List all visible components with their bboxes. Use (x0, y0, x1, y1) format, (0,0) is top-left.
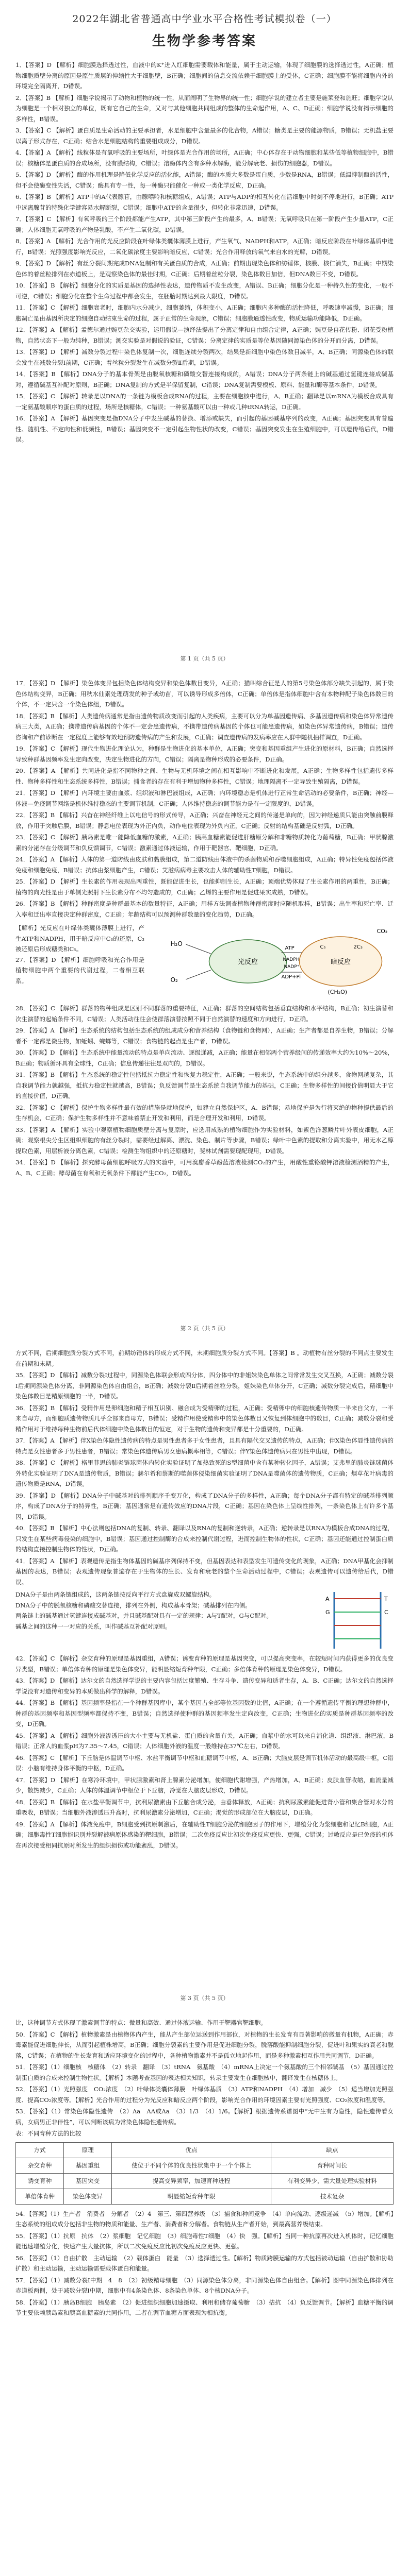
answer-paragraph: 54．【答案】（1）生产者 消费者 分解者 （2）4 第三、第四营养级 （3）捕食和种间竞争 （4）单向流动、逐级递减 （5）增加。【解析】生态系统的组成成分包括非生物的物质和能量、生产者、消费者和分解者。食物链从生产者开始，到最高营养级结束。 (15, 2210, 394, 2228)
table-cell: 技术复杂 (271, 2189, 394, 2204)
sugar-label: (CH₂O) (328, 989, 348, 995)
answer-paragraph: 5．【答案】D 【解析】酶的作用机理是降低化学反应的活化能，A错误；酶的本质大多数是蛋白质，少数是RNA，B错误；低温抑制酶的活性，但不会使酶变性失活，C错误；酶具有专一性，每一种酶只能催化一种或一类化学反应，D正确。 (15, 171, 394, 189)
answer-paragraph: 40．【答案】B 【解析】中心法则包括DNA的复制、转录、翻译以及RNA的复制和逆转录，A正确；逆转录是以RNA为模板合成DNA的过程，只发生在某些病毒侵染的细胞中，B错误；基因通过控制酶的合成来控制代谢过程，进而控制生物体的性状，C正确；基因还能通过控制蛋白质的结构直接控制生物体的性状，D正确。 (15, 1524, 394, 1553)
answer-paragraph: 32．【答案】C 【解析】保护生物多样性最有效的措施是就地保护，如建立自然保护区，A、B错误；易地保护是为行将灭绝的物种提供最后的生存机会，C正确；保护生物多样性并不意味着禁止开发和利用，而是合理开发和利用，D错误。 (15, 1104, 394, 1122)
answer-paragraph: 58．【答案】（1）胰岛B细胞 胰岛素 （2）促进组织细胞加速摄取、利用和储存葡萄糖 （3）拮抗 （4）负反馈调节。【解析】血糖平衡的调节主要依赖胰岛素和胰高血糖素的共同作用，二者在调节血糖方面表现为相抗衡。 (15, 2298, 394, 2316)
base-label-g: G (325, 1609, 330, 1616)
table-cell: 诱变育种 (16, 2173, 64, 2189)
table-cell: 基因重组 (64, 2158, 112, 2173)
answer-paragraph: 3．【答案】C 【解析】蛋白质是生命活动的主要承担者，水是细胞中含量最多的化合物，A错误；糖类是主要的能源物质，B错误；无机盐主要以离子形式存在，C正确；结合水是细胞结构的重要组成成分，D错误。 (15, 127, 394, 145)
answer-paragraph: 44．【答案】B 【解析】基因频率是指在一个种群基因库中，某个基因占全部等位基因数的比值，A正确；在一个遵循遗传平衡的理想种群中，种群的基因频率和基因型频率都保持不变，B错误；自然选择使种群的基因频率发生定向改变，C正确；生物进化的实质是种群基因频率的改变，D正确。 (15, 1699, 394, 1727)
answer-paragraph: 39．【答案】D 【解析】DNA分子中碱基对的排列顺序千变万化，构成了DNA分子的多样性，A正确；每个DNA分子都有特定的碱基排列顺序，构成了DNA分子的特异性，B正确；基因通常是有遗传效应的DNA片段，C正确；基因在染色体上呈线性排列，一条染色体上有许多个基因，D错误。 (15, 1492, 394, 1520)
page-3 (0, 1340, 409, 2009)
base-label-a: A (325, 1596, 330, 1602)
answer-paragraph: 16．【答案】A 【解析】基因突变是指DNA分子中发生碱基的替换、增添或缺失，而引起的基因碱基序列的改变，A正确；基因突变具有普遍性、随机性、不定向性和低频性，B错误；基因突变不一定引起生物性状的改变，C错误；基因突变发生在生殖细胞中，可以遗传给后代，D错误。 (15, 415, 394, 443)
answer-paragraph: 7．【答案】C 【解析】有氧呼吸的三个阶段都能产生ATP，其中第三阶段产生的最多，A、B错误；无氧呼吸只在第一阶段产生少量ATP，C正确；人体细胞无氧呼吸的产物是乳酸，不产生二氧化碳，D错误。 (15, 215, 394, 233)
answer-paragraph: 33．【答案】A 【解析】实验中观察植物细胞质壁分离与复原时，应选用成熟的植物细胞作为实验材料，如紫色洋葱鳞片叶外表皮细胞，A正确；观察根尖分生区组织细胞的有丝分裂时，需要经过解离、漂洗、染色、制片等步骤，B错误；绿叶中色素的提取和分离实验中，用无水乙醇提取色素，用层析液分离色素，C错误；检测生物组织中的还原糖时，斐林试剂需要现配现用，D错误。 (15, 1126, 394, 1155)
base-label-c: C (384, 1609, 388, 1616)
answer-paragraph: 26．【答案】B 【解析】种群密度是种群最基本的数量特征，A正确；用样方法调查植物种群密度时应随机取样，B错误；出生率和死亡率、迁入率和迁出率直接决定种群密度，C正确；年龄结构可以预测种群数量的变化趋势，D正确。 (15, 900, 394, 918)
answer-paragraph: 23．【答案】C 【解析】胰岛素是唯一能降低血糖的激素，A正确；胰高血糖素能促进肝糖原分解和非糖物质转化为葡萄糖，B正确；甲状腺激素的分泌存在分级调节和负反馈调节，C错误；激素通过体液运输，作用于靶器官、靶细胞，D正确。 (15, 834, 394, 852)
table-header-cell: 原理 (64, 2142, 112, 2158)
table-header-cell: 方式 (16, 2142, 64, 2158)
figure-caption-line: 27．【答案】D 【解析】细胞呼吸和光合作用是植物细胞中两个重要的代谢过程，二者相互联系。 (15, 956, 144, 985)
nadph-label: NADPH (283, 957, 300, 962)
table-cell: 有利变异少，需大量处理实验材料 (271, 2173, 394, 2189)
answer-paragraph: 15．【答案】C 【解析】转录是以DNA的一条链为模板合成RNA的过程，主要在细胞核中进行，A、B正确；翻译是以mRNA为模板合成具有一定氨基酸顺序的蛋白质的过程，场所是核糖体，C错误；一种氨基酸可以由一种或几种tRNA转运，D正确。 (15, 393, 394, 411)
answer-paragraph: 53．【答案】（1）常染色体隐性遗传 （2）Aa AA或Aa （3）1/3 （4）1/6。【解析】根据遗传系谱图中“无中生有为隐性，隐性遗传看女病，女病男正非伴性”，可以判断该病为常染色体隐性遗传病。 (15, 2108, 394, 2126)
photosynthesis-figure-row (15, 923, 394, 1000)
photosynthesis-diagram (149, 923, 394, 1000)
answer-paragraph: 19．【答案】C 【解析】现代生物进化理论认为，种群是生物进化的基本单位，A正确；突变和基因重组产生进化的原材料，B正确；自然选择导致种群基因频率发生定向改变，决定生物进化的方向，C错误；隔离是物种形成的必要条件，D正确。 (15, 745, 394, 763)
table-caption: 表：不同育种方法的比较 (15, 2130, 81, 2137)
answer-paragraph: 57．【答案】（1）减数分裂Ⅰ中期 4 8 （2）初级精母细胞 （3）同源染色体分离，非同源染色体自由组合。【解析】图中同源染色体排列在赤道板两侧，处于减数分裂Ⅰ中期，细胞中有4条染色体、8条染色单体、8个核DNA分子。 (15, 2276, 394, 2294)
table-cell: 单倍体育种 (16, 2189, 64, 2204)
table-cell: 提高变异频率，加速育种进程 (112, 2173, 271, 2189)
atp-label: ATP (285, 945, 295, 951)
dna-structure-row (15, 1589, 394, 1651)
figure-caption (15, 923, 144, 986)
table-cell: 杂交育种 (16, 2158, 64, 2173)
water-arrow (186, 944, 211, 954)
dna-description (15, 1589, 316, 1632)
answer-paragraph: 14．【答案】B 【解析】DNA分子的基本骨架是由脱氧核糖和磷酸交替连接构成的，A错误；DNA分子两条链上的碱基通过氢键连接成碱基对，遵循碱基互补配对原则，B正确；DNA复制的方式是半保留复制，C错误；DNA复制需要模板、原料、能量和酶等基本条件，D错误。 (15, 370, 394, 388)
c5-label: C₅ (320, 944, 326, 950)
answer-paragraph: 方式不同，后期细胞质分裂方式不同，前期纺锤体的形成方式不同，末期细胞质分裂方式不同。【答案】B 。动植物有丝分裂的不同点主要发生在前期和末期。 (15, 1349, 394, 1367)
answer-paragraph: 31．【答案】B 【解析】生态系统的稳定性包括抵抗力稳定性和恢复力稳定性，A正确；一般来说，生态系统中的组分越多，食物网越复杂，其自我调节能力就越强，抵抗力稳定性就越高，B错误；负反馈调节是生态系统自我调节能力的基础，C正确；生物多样性的间接价值明显大于它的直接价值，D正确。 (15, 1071, 394, 1099)
answer-paragraph: 17．【答案】D 【解析】染色体变异包括染色体结构变异和染色体数目变异，A正确；猫叫综合征是人的第5号染色体部分缺失引起的，属于染色体结构变异，B正确；用秋水仙素处理萌发的种子或幼苗，可以诱导形成多倍体，C正确；单倍体是指体细胞中含有本物种配子染色体数目的个体，不一定只含一个染色体组，D错误。 (15, 680, 394, 708)
page-4 (0, 2009, 409, 2576)
table-row (16, 2158, 394, 2173)
answer-paragraph: 11．【答案】C 【解析】细胞衰老时，细胞内水分减少，细胞萎缩，体积变小，A正确；细胞内多种酶的活性降低，呼吸速率减慢，B正确；细胞凋亡是由基因所决定的细胞自动结束生命的过程，属于正常的生命现象，C错误；细胞膜通透性改变，物质运输功能降低，D正确。 (15, 304, 394, 322)
answer-paragraph: 8．【答案】A 【解析】光合作用的光反应阶段在叶绿体类囊体薄膜上进行，产生氧气、NADPH和ATP，A正确；暗反应阶段在叶绿体基质中进行，B错误；光照强度影响光反应，二氧化碳浓度主要影响暗反应，C错误；光合作用释放的氧气来自水的光解，D错误。 (15, 238, 394, 256)
nadp-label: NADP⁺ (284, 964, 300, 970)
dna-ladder-diagram (321, 1589, 394, 1651)
answer-paragraph: 43．【答案】D 【解析】达尔文的自然选择学说的主要内容包括过度繁殖、生存斗争、遗传变异和适者生存，A、B、C正确；达尔文的自然选择学说没有对遗传和变异的本质做出科学的解释，D错误。 (15, 1677, 394, 1695)
figure-caption-line: 【解析】光反应在叶绿体类囊体薄膜上进行，产生ATP和NADPH，用于暗反应中C₃的还原，C₃被还原后形成糖类和C₅。 (15, 924, 144, 953)
table-row (16, 2189, 394, 2204)
table-cell: 基因突变 (64, 2173, 112, 2189)
page-footer: 第 3 页（共 5 页） (180, 1995, 229, 2002)
breeding-comparison-table (15, 2142, 394, 2205)
answer-paragraph: 55．【答案】（1）抗原 抗体 （2）浆细胞 记忆细胞 （3）细胞毒性T细胞 （4）快 强。【解析】当同一种抗原再次进入机体时，记忆细胞能迅速增殖分化，快速产生大量抗体，所以二次免疫反应比初次免疫反应更快、更强。 (15, 2232, 394, 2250)
water-label: H₂O (170, 940, 183, 947)
answer-paragraph: 48．【答案】B 【解析】在水盐平衡调节中，抗利尿激素由下丘脑合成分泌，由垂体释放，A正确；抗利尿激素能促进肾小管和集合管对水分的重吸收，B错误；当细胞外液渗透压升高时，抗利尿激素分泌增加，C正确；渴觉的形成部位在大脑皮层，D正确。 (15, 1798, 394, 1816)
table-header-cell: 优点 (112, 2142, 271, 2158)
answer-paragraph: 35．【答案】D 【解析】减数分裂Ⅰ过程中，同源染色体联会形成四分体，四分体中的非姐妹染色单体之间常常发生交叉互换，A正确；减数分裂Ⅰ后期同源染色体分离，非同源染色体自由组合，B正确；减数分裂Ⅱ后期着丝粒分裂，姐妹染色单体分开，C正确；减数分裂完成后，精细胞中染色体数目是精原细胞的一半，D错误。 (15, 1371, 394, 1400)
co2-label: CO₂ (377, 928, 388, 935)
adp-label: ADP+Pi (281, 974, 301, 980)
answer-paragraph: 4．【答案】A 【解析】线粒体是有氧呼吸的主要场所，叶绿体是光合作用的场所，A正确；中心体存在于动物细胞和某些低等植物细胞中，B错误；核糖体是蛋白质的合成场所，没有膜结构，C错误；溶酶体内含有多种水解酶，能分解衰老、损伤的细胞器，D错误。 (15, 149, 394, 167)
dna-ladder-svg (321, 1589, 394, 1651)
answer-paragraph: 10．【答案】B 【解析】细胞分化的实质是基因的选择性表达，遗传物质不发生改变，A错误、B正确；细胞分化是一种持久性的变化，一般不可逆，C错误；细胞分化在整个生命过程中都会发生，在胚胎时期达到最大限度，D错误。 (15, 282, 394, 300)
answer-paragraph: 6．【答案】B 【解析】ATP中的A代表腺苷，由腺嘌呤和核糖组成，A错误；ATP与ADP的相互转化在活细胞中时刻不停地进行，B正确；ATP中远离腺苷的特殊化学键容易水解断裂，C错误；细胞中ATP的含量很少，但转化非常迅速，D错误。 (15, 193, 394, 211)
answer-paragraph: 47．【答案】D 【解析】在寒冷环境中，甲状腺激素和肾上腺素分泌增加，使细胞代谢增强，产热增加，A、B正确；皮肤血管收缩，血流量减少，散热减少，C正确；人体的体温调节中枢位于下丘脑，冷觉在大脑皮层形成，D错误。 (15, 1776, 394, 1794)
document-subtitle: 生物学参考答案 (152, 33, 257, 49)
dna-line: DNA分子是由两条链组成的，这两条链按反向平行方式盘旋成双螺旋结构。 (15, 1591, 216, 1598)
dark-reaction-label: 暗反应 (330, 958, 351, 966)
answer-paragraph: 21．【答案】D 【解析】内环境主要由血浆、组织液和淋巴液组成，A正确；内环境稳态是机体进行正常生命活动的必要条件，B正确；神经—体液—免疫调节网络是机体维持稳态的主要调节机制，C正确；人体维持稳态的调节能力是有一定限度的，D错误。 (15, 789, 394, 807)
page-footer: 第 1 页（共 5 页） (180, 655, 229, 662)
answer-paragraph: 12．【答案】A 【解析】孟德尔通过豌豆杂交实验，运用假说—演绎法提出了分离定律和自由组合定律，A正确；豌豆是自花传粉、闭花受粉植物，自然状态下一般为纯种，B错误；测交实验是对假说的验证，C错误；分离定律的实质是等位基因随同源染色体的分开而分离，D错误。 (15, 326, 394, 344)
answer-paragraph: 22．【答案】B 【解析】兴奋在神经纤维上以电信号的形式传导，A正确；兴奋在神经元之间的传递是单向的，因为神经递质只能由突触前膜释放，作用于突触后膜，B错误；静息电位表现为外正内负，动作电位表现为外负内正，C正确；反射的结构基础是反射弧，D正确。 (15, 811, 394, 829)
page-1 (0, 0, 409, 670)
answer-paragraph: 34．【答案】D 【解析】探究酵母菌细胞呼吸方式的实验中，可用溴麝香草酚蓝溶液检测CO₂的产生，用酸性重铬酸钾溶液检测酒精的产生，A、B、C正确；酵母菌在有氧和无氧条件下都能产生CO₂，D错误。 (15, 1159, 394, 1177)
page-2 (0, 670, 409, 1340)
answer-paragraph: 25．【答案】D 【解析】生长素的作用表现出两重性，既能促进生长，也能抑制生长，A正确；顶端优势体现了生长素作用的两重性，B正确；植物的向光性是由于单侧光照射下生长素分布不均匀造成的，C正确；乙烯的主要作用是促进果实成熟，D错误。 (15, 878, 394, 896)
answer-paragraph: 36．【答案】B 【解析】受精作用是卵细胞和精子相互识别、融合成为受精卵的过程，A正确；受精卵中的细胞核遗传物质一半来自父方，一半来自母方，而细胞质遗传物质几乎全部来自母方，B错误；受精作用使受精卵中的染色体数目又恢复到体细胞中的数目，C正确；减数分裂和受精作用对于维持每种生物前后代体细胞中染色体数目的恒定，对于生物的遗传和变异都是十分重要的，D正确。 (15, 1404, 394, 1433)
answer-paragraph: 20．【答案】A 【解析】共同进化是指不同物种之间、生物与无机环境之间在相互影响中不断进化和发展，A正确；生物多样性包括遗传多样性、物种多样性和生态系统多样性，B错误；捕食者的存在有利于增加物种多样性，C错误；地理隔离不一定导致生殖隔离，D错误。 (15, 767, 394, 785)
table-cell: 染色体变异 (64, 2189, 112, 2204)
answer-paragraph: 比，这种调节方式体现了激素调节的特点：微量和高效、通过体液运输、作用于靶器官靶细胞。 (15, 2019, 267, 2026)
answer-paragraph: 56．【答案】（1）自由扩散 主动运输 （2）载体蛋白 能量 （3）选择透过性。【解析】物质跨膜运输的方式包括被动运输（自由扩散和协助扩散）和主动运输，主动运输需要载体蛋白和能量。 (15, 2254, 394, 2272)
answer-paragraph: 51．【答案】（1）细胞核 核糖体 （2）转录 翻译 （3）tRNA 氨基酸 （4）mRNA上决定一个氨基酸的三个相邻碱基 （5）基因通过控制蛋白质的合成来控制生物性状。【解析】本题考查基因的表达相关知识，转录主要发生在细胞核中，翻译发生在核糖体上。 (15, 2063, 394, 2081)
answer-paragraph: 2．【答案】B 【解析】细胞学说揭示了动物和植物的统一性，从而阐明了生物界的统一性；细胞学说的建立者主要是施莱登和施旺；细胞学说认为细胞是一个相对独立的单位，既有它自己的生命，又对与其他细胞共同组成的整体的生命起作用，A、C、D正确；细胞学说没有揭示细胞的多样性，B错误。 (15, 94, 394, 123)
oxygen-arrow (186, 970, 211, 979)
base-label-t: T (384, 1596, 388, 1602)
answer-paragraph: 24．【答案】A 【解析】人体的第一道防线由皮肤和黏膜组成，第二道防线由体液中的杀菌物质和吞噬细胞组成，A正确；特异性免疫包括体液免疫和细胞免疫，B错误；抗体由浆细胞产生，C错误；艾滋病病毒主要攻击人体的辅助性T细胞，D错误。 (15, 856, 394, 874)
answer-paragraph: 41．【答案】A 【解析】表观遗传是指生物体基因的碱基序列保持不变，但基因表达和表型发生可遗传变化的现象，A正确；DNA甲基化会抑制基因的表达，B错误；表观遗传现象普遍存在于生物体的生长、发育和衰老的整个生命活动过程中，C错误；表观遗传可以遗传给后代，D错误。 (15, 1557, 394, 1586)
answer-paragraph: 13．【答案】D 【解析】减数分裂过程中染色体复制一次，细胞连续分裂两次，结果是新细胞中染色体数目减半，A、B正确；同源染色体的联会发生在减数分裂Ⅰ前期，C正确；着丝粒分裂发生在减数分裂Ⅱ后期，D错误。 (15, 348, 394, 366)
answer-paragraph: 28．【答案】C 【解析】群落的物种组成是区别不同群落的重要特征，A正确；群落的空间结构包括垂直结构和水平结构，B正确；初生演替和次生演替的起始条件不同，C错误；人类活动往往会使群落演替按照不同于自然演替的速度和方向进行，D正确。 (15, 1005, 394, 1023)
table-header-row (16, 2142, 394, 2158)
answer-paragraph: 49．【答案】A 【解析】体液免疫中，B细胞受到抗原刺激后，在辅助性T细胞分泌的细胞因子的作用下，增殖分化为浆细胞和记忆B细胞，A正确；细胞毒性T细胞能识别并裂解被病原体感染的靶细胞，B错误；二次免疫反应比初次免疫反应更快、更强，C错误；过敏反应是已免疫的机体在再次接受相同抗原时所发生的组织损伤或功能紊乱，D错误。 (15, 1820, 394, 1849)
answer-paragraph: 42．【答案】C 【解析】杂交育种的原理是基因重组，A错误；诱变育种的原理是基因突变，可以提高突变率，在较短时间内获得更多的优良变异类型，B错误；单倍体育种的原理是染色体变异，能明显缩短育种年限，C正确；多倍体育种的原理是染色体变异，D错误。 (15, 1655, 394, 1673)
document-title: 2022年湖北省普通高中学业水平合格性考试模拟卷（一） (72, 13, 337, 25)
page-footer: 第 2 页（共 5 页） (180, 1325, 229, 1332)
answer-paragraph: 50．【答案】C 【解析】植物激素是由植物体内产生，能从产生部位运送到作用部位，对植物的生长发育有显著影响的微量有机物，A正确；赤霉素能促进细胞伸长，从而引起植株增高，B正确；细胞分裂素的主要作用是促进细胞分裂，脱落酸能抑制细胞分裂，促进叶和果实的衰老和脱落，C错误；在植物的生长发育和适应环境变化的过程中，各种植物激素并不是孤立地起作用，而是多种激素相互作用共同调节，D正确。 (15, 2030, 394, 2059)
answer-paragraph: 52．【答案】（1）光照强度 CO₂浓度 （2）叶绿体类囊体薄膜 叶绿体基质 （3）ATP和NADPH （4）增加 减少 （5）适当增加光照强度、提高CO₂浓度等。【解析】光合作用的过程分为光反应和暗反应两个阶段，影响光合作用的环境因素主要有光照强度、CO₂浓度和温度等。 (15, 2086, 394, 2104)
answer-paragraph: 38．【答案】C 【解析】格里菲思的肺炎链球菌体内转化实验证明了加热致死的S型细菌中含有某种转化因子，A错误；艾弗里的肺炎链球菌体外转化实验证明了DNA是遗传物质，B错误；赫尔希和蔡斯的噬菌体侵染细菌实验证明了DNA是噬菌体的遗传物质，C正确；烟草花叶病毒的遗传物质是RNA，D错误。 (15, 1459, 394, 1487)
c3-label: 2C₃ (353, 944, 363, 950)
light-reaction-label: 光反应 (237, 958, 258, 966)
answer-paragraph: 37．【答案】A 【解析】伴X染色体隐性遗传病的特点是男性患者多于女性患者，且具有隔代交叉遗传的特点，A正确；伴X染色体显性遗传病的特点是女性患者多于男性患者，B错误；常染色体遗传病男女患病概率相等，C错误；伴Y染色体遗传病只在男性中出现，D错误。 (15, 1437, 394, 1455)
answer-paragraph: 29．【答案】A 【解析】生态系统的结构包括生态系统的组成成分和营养结构（食物链和食物网），A正确；生产者都是自养生物，B错误；分解者不一定都是微生物，如蚯蚓、蜣螂等，C错误；食物链的起点是生产者，D错误。 (15, 1027, 394, 1045)
answer-paragraph: 30．【答案】D 【解析】生态系统中能量流动的特点是单向流动、逐级递减，A正确；能量在相邻两个营养级间的传递效率大约为10%～20%，B正确；物质循环具有全球性，C正确；信息传递往往是双向的，D错误。 (15, 1049, 394, 1067)
dna-line: 碱基之间的这种一一对应的关系，叫作碱基互补配对原则。 (15, 1622, 171, 1630)
answer-paragraph: 45．【答案】A 【解析】细胞外液渗透压的大小主要与无机盐、蛋白质的含量有关，A正确；血浆中的水可以来自消化道、组织液、淋巴液，B错误；正常人的血浆pH为7.35～7.45，C错误；人体细胞外液的温度一般维持在37℃左右，D错误。 (15, 1732, 394, 1750)
table-cell: 育种时间长 (271, 2158, 394, 2173)
photosynthesis-diagram-svg (149, 923, 394, 1000)
table-cell: 使位于不同个体的优良性状集中于一个个体上 (112, 2158, 271, 2173)
answer-paragraph: 1．【答案】D 【解析】细胞膜选择透过性，血液中的K⁺进入红细胞需要载体和能量，属于主动运输，体现了细胞膜的选择透过性，A正确；植物细胞质壁分离的原因是原生质层的伸缩性大于细胞壁，B正确；细胞间的信息交流依赖于细胞膜上的受体，C正确；细胞膜不能将细胞内外的环境完全隔离开，D错误。 (15, 61, 394, 90)
answer-paragraph: 18．【答案】B 【解析】人类遗传病通常是指由遗传物质改变而引起的人类疾病，主要可以分为单基因遗传病、多基因遗传病和染色体异常遗传病三大类，A正确；携带遗传病基因的个体不一定会患遗传病，不携带遗传病基因的个体也可能患遗传病，如染色体异常遗传病，B错误；遗传咨询和产前诊断在一定程度上能够有效地预防遗传病的产生和发展，C正确；调查遗传病的发病率应在人群中随机抽样调查，D正确。 (15, 712, 394, 741)
table-cell: 明显缩短育种年限 (112, 2189, 271, 2204)
table-row (16, 2173, 394, 2189)
dna-line: 两条链上的碱基通过氢键连接成碱基对，并且碱基配对具有一定的规律：A与T配对，G与C配对。 (15, 1612, 272, 1619)
answer-paragraph: 9．【答案】D 【解析】有丝分裂间期完成DNA复制和有关蛋白质的合成，A正确；前期出现染色体和纺锤体，核膜、核仁消失，B正确；中期染色体的着丝粒排列在赤道板上，是观察染色体的最佳时期，C正确；后期着丝粒分裂，染色体数目加倍，但DNA数目不变，D错误。 (15, 260, 394, 278)
oxygen-label: O₂ (170, 976, 178, 984)
answer-paragraph: 46．【答案】C 【解析】下丘脑是体温调节中枢、水盐平衡调节中枢和血糖调节中枢，A、B正确；大脑皮层是调节机体活动的最高级中枢，C错误；小脑有维持身体平衡的中枢，D正确。 (15, 1754, 394, 1772)
dna-line: DNA分子中的脱氧核糖和磷酸交替连接，排列在外侧，构成基本骨架；碱基排列在内侧。 (15, 1601, 251, 1609)
table-header-cell: 缺点 (271, 2142, 394, 2158)
